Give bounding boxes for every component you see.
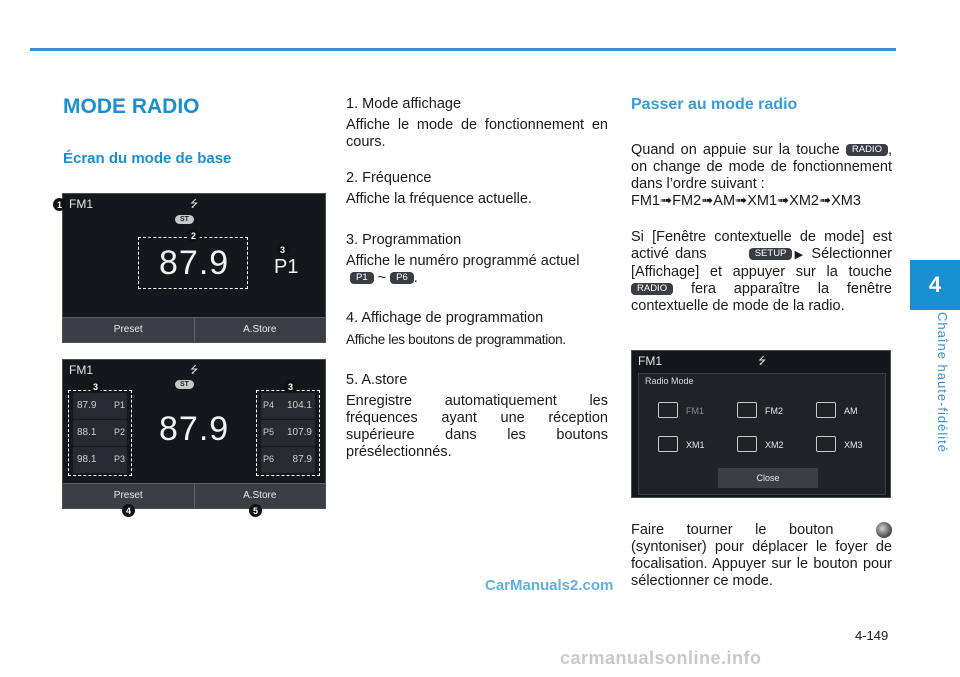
preset-row-p2[interactable] xyxy=(73,420,127,446)
item-2-text: Affiche la fréquence actuelle. xyxy=(346,191,532,207)
callout-2: 2 xyxy=(187,229,200,242)
mode-option-xm1[interactable]: XM1 xyxy=(686,440,705,450)
mode-display: FM1 xyxy=(69,363,93,377)
item-3-text-block xyxy=(346,253,608,287)
preset-row-p1[interactable] xyxy=(73,393,127,419)
para-3-a: Faire tourner le bouton xyxy=(631,522,834,538)
left-preset-panel xyxy=(68,390,132,476)
preset-freq: 107.9 xyxy=(286,427,312,438)
item-2-title: 2. Fréquence xyxy=(346,170,432,186)
item-descriptions xyxy=(346,96,608,461)
preset-label: P4 xyxy=(263,400,275,410)
frequency-display: 87.9 xyxy=(159,244,230,282)
preset-freq: 104.1 xyxy=(286,400,312,411)
usb-icon: ⭍ xyxy=(758,356,767,367)
astore-button[interactable]: A.Store xyxy=(243,490,277,501)
radio-para-3 xyxy=(631,522,892,590)
chapter-title: Chaîne haute-fidélité xyxy=(935,312,950,453)
preset-freq: 88.1 xyxy=(77,427,97,438)
preset-row-p4[interactable] xyxy=(261,393,315,419)
preset-label: P5 xyxy=(263,427,275,437)
item-1-title: 1. Mode affichage xyxy=(346,96,462,112)
callout-3-right: 3 xyxy=(284,380,297,393)
callout-3-left: 3 xyxy=(89,380,102,393)
mode-option-fm1[interactable]: FM1 xyxy=(686,406,704,416)
preset-label: P3 xyxy=(113,454,125,464)
xm-radio-icon xyxy=(816,436,836,452)
mode-display: FM1 xyxy=(638,354,662,368)
para-2-c: fera apparaître la fenêtre contextuelle de mode de la radio. xyxy=(631,281,893,314)
footer-watermark: carmanualsonline.info xyxy=(560,648,762,668)
close-button[interactable]: Close xyxy=(718,468,818,488)
para-1-a: Quand on appuie sur la touche xyxy=(631,142,840,158)
preset-button[interactable]: Preset xyxy=(63,484,195,508)
stereo-badge: ST xyxy=(175,215,194,224)
preset-freq: 87.9 xyxy=(77,400,97,411)
am-radio-icon xyxy=(816,402,836,418)
setup-key: SETUP xyxy=(749,248,793,260)
period: . xyxy=(413,270,418,286)
right-preset-panel xyxy=(256,390,320,476)
mode-option-xm3[interactable]: XM3 xyxy=(844,440,863,450)
preset-row-p3[interactable] xyxy=(73,447,127,473)
button-bar xyxy=(63,317,325,342)
watermark: CarManuals2.com xyxy=(485,577,614,594)
stereo-badge: ST xyxy=(175,380,194,389)
tune-instructions xyxy=(631,522,892,590)
page-number: 4-149 xyxy=(855,628,889,643)
p6-key: P6 xyxy=(390,272,414,284)
chapter-number: 4 xyxy=(910,260,960,310)
item-1-text: Affiche le mode de fonctionnement en cours. xyxy=(346,117,608,150)
para-1-b: , on change de mode de fonctionnement dans l’ordre suivant : xyxy=(631,142,892,192)
preset-label: P2 xyxy=(113,427,125,437)
radio-para-1 xyxy=(631,142,892,193)
tune-knob-icon xyxy=(876,522,892,538)
mode-display: FM1 xyxy=(69,197,93,211)
preset-button[interactable]: Preset xyxy=(63,318,195,342)
fm-radio-icon xyxy=(658,402,678,418)
preset-freq: 98.1 xyxy=(77,454,97,465)
item-4-text: Affiche les boutons de programmation. xyxy=(346,332,566,347)
radio-mode-popup xyxy=(638,373,886,495)
mode-option-fm2[interactable]: FM2 xyxy=(765,406,783,416)
xm-radio-icon xyxy=(658,436,678,452)
setup-arrow-icon: ▶ xyxy=(792,249,806,261)
popup-title: Radio Mode xyxy=(645,376,694,386)
section-title: MODE RADIO xyxy=(63,95,200,118)
radio-key: RADIO xyxy=(846,144,888,156)
radio-heading: Passer au mode radio xyxy=(631,96,798,113)
para-2-a: Si [Fenêtre contextuelle de mode] est activé dans xyxy=(631,229,892,262)
item-5-title: 5. A.store xyxy=(346,372,408,388)
astore-button[interactable]: A.Store xyxy=(243,324,277,335)
basic-mode-screen xyxy=(62,193,326,343)
item-4-title: 4. Affichage de programmation xyxy=(346,310,544,326)
preset-freq: 87.9 xyxy=(292,454,312,465)
item-3-text: Affiche le numéro programmé actuel xyxy=(346,253,580,269)
frequency-display: 87.9 xyxy=(159,410,230,448)
p1-key: P1 xyxy=(350,272,374,284)
section-subtitle: Écran du mode de base xyxy=(63,150,232,167)
para-3-b: (syntoniser) pour déplacer le foyer de focalisation. Appuyer sur le bouton pour sélectionner ce mode. xyxy=(631,539,892,589)
fm-radio-icon xyxy=(737,402,757,418)
radio-para-2 xyxy=(631,229,892,315)
mode-option-xm2[interactable]: XM2 xyxy=(765,440,784,450)
preset-label: P6 xyxy=(263,454,275,464)
preset-label: P1 xyxy=(113,400,125,410)
callout-5: 5 xyxy=(249,504,262,517)
mode-option-am[interactable]: AM xyxy=(844,406,858,416)
item-5-text: Enregistre automatiquement les fréquences ayant une réception supérieure dans les boutons présélectionnés. xyxy=(346,393,608,460)
button-bar xyxy=(63,483,325,508)
para-2-b: Sélectionner [Affichage] et appuyer sur la touche xyxy=(631,246,893,280)
preset-row-p5[interactable] xyxy=(261,420,315,446)
item-3-title: 3. Programmation xyxy=(346,232,462,248)
preset-row-p6[interactable] xyxy=(261,447,315,473)
callout-1: 1 xyxy=(53,198,66,211)
radio-mode-screen xyxy=(631,350,891,498)
callout-4: 4 xyxy=(122,504,135,517)
callout-3: 3 xyxy=(276,243,289,256)
usb-icon: ⭍ xyxy=(190,365,199,376)
mode-sequence: FM1➟FM2➟AM➟XM1➟XM2➟XM3 xyxy=(631,193,861,209)
usb-icon: ⭍ xyxy=(190,199,199,210)
tilde: ~ xyxy=(377,270,387,286)
xm-radio-icon xyxy=(737,436,757,452)
header-rule xyxy=(30,48,896,51)
radio-key: RADIO xyxy=(631,283,673,295)
radio-mode-instructions xyxy=(631,96,892,315)
preset-number: P1 xyxy=(274,256,299,278)
